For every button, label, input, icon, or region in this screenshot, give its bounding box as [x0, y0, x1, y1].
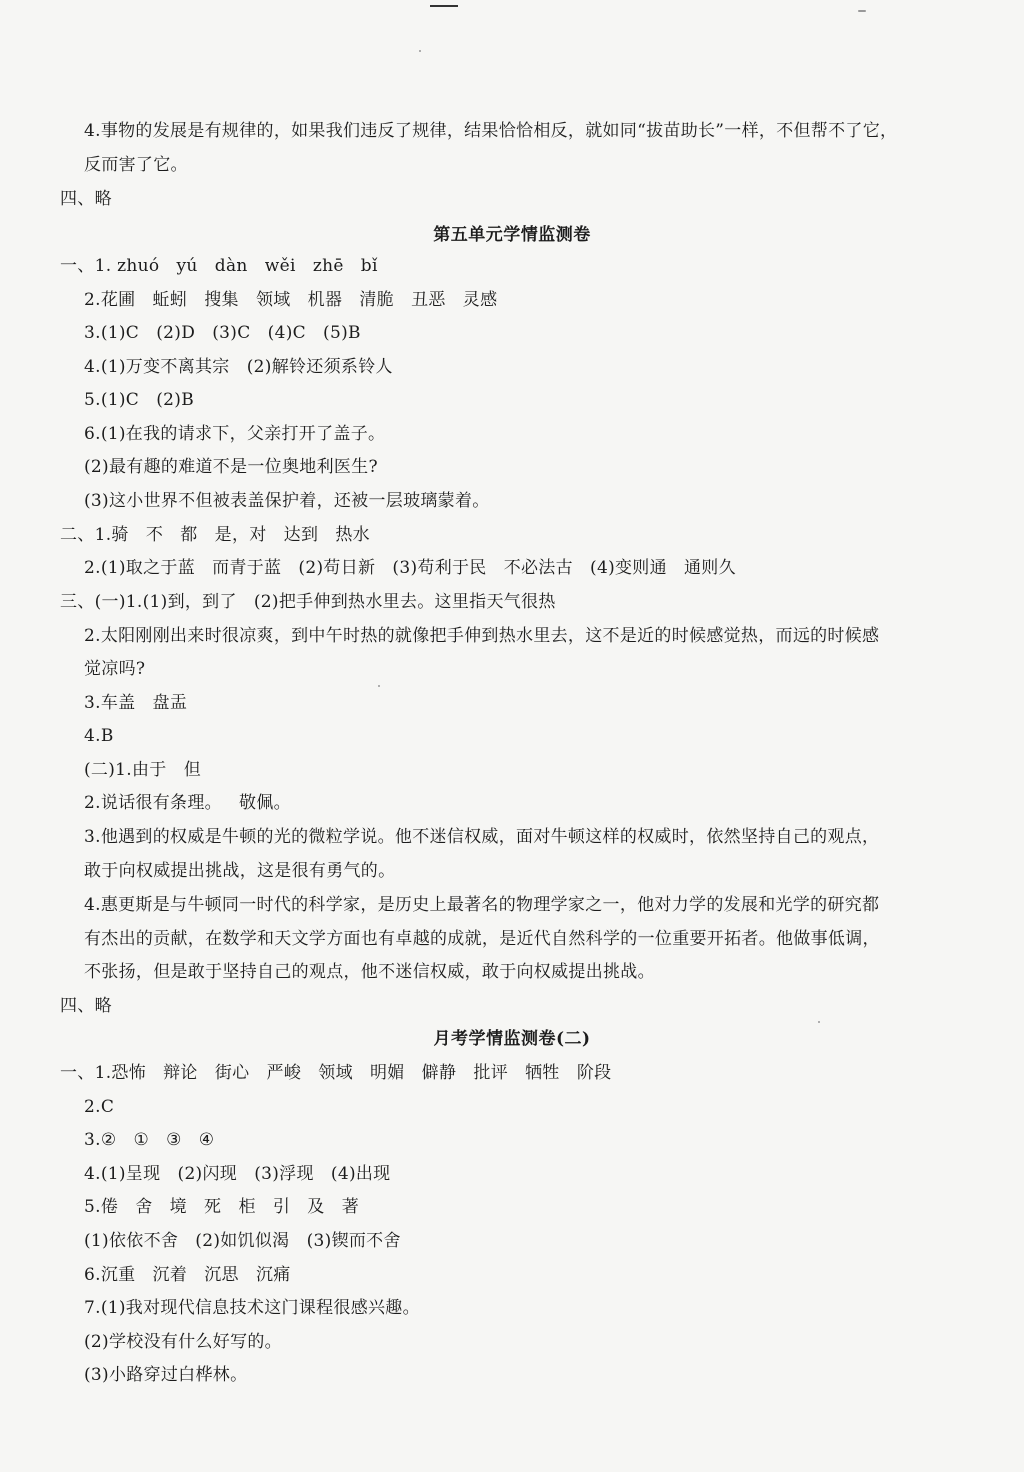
text-line: 3.(1)C (2)D (3)C (4)C (5)B	[84, 323, 361, 343]
scan-speck	[818, 1021, 820, 1023]
text-line: (3)这小世界不但被表盖保护着，还被一层玻璃蒙着。	[84, 491, 490, 511]
text-line: 4.事物的发展是有规律的，如果我们违反了规律，结果恰恰相反，就如同“拔苗助长”一样，不但帮不了它，	[84, 121, 898, 141]
text-line: 5.倦 舍 境 死 柜 引 及 著	[84, 1197, 359, 1217]
text-line: 觉凉吗?	[84, 659, 146, 679]
text-line: 反而害了它。	[84, 155, 188, 175]
scan-speck	[419, 50, 421, 52]
section-heading-unit-five: 第五单元学情监测卷	[433, 225, 591, 245]
section-heading-monthly-exam-two: 月考学情监测卷(二)	[433, 1029, 591, 1049]
text-line: 2.太阳刚刚出来时很凉爽，到中午时热的就像把手伸到热水里去，这不是近的时候感觉热，而远的时候感	[84, 626, 880, 646]
scan-speck	[858, 10, 866, 12]
text-line: 7.(1)我对现代信息技术这门课程很感兴趣。	[84, 1298, 420, 1318]
text-line: (3)小路穿过白桦林。	[84, 1365, 248, 1385]
text-line: (二)1.由于 但	[84, 760, 201, 780]
text-line: 一、1.恐怖 辩论 街心 严峻 领域 明媚 僻静 批评 牺牲 阶段	[60, 1063, 612, 1083]
text-line: 四、略	[60, 189, 112, 209]
text-line: 敢于向权威提出挑战，这是很有勇气的。	[84, 861, 396, 881]
text-line: 6.(1)在我的请求下，父亲打开了盖子。	[84, 424, 386, 444]
text-line: 3.车盖 盘盂	[84, 693, 188, 713]
text-line: 四、略	[60, 996, 112, 1016]
text-line: 6.沉重 沉着 沉思 沉痛	[84, 1265, 291, 1285]
text-line: 5.(1)C (2)B	[84, 390, 194, 410]
text-line: 不张扬，但是敢于坚持自己的观点，他不迷信权威，敢于向权威提出挑战。	[84, 962, 655, 982]
text-line: 4.(1)呈现 (2)闪现 (3)浮现 (4)出现	[84, 1164, 391, 1184]
text-line: 二、1.骑 不 都 是，对 达到 热水	[60, 525, 370, 545]
text-line: (1)依依不舍 (2)如饥似渴 (3)锲而不舍	[84, 1231, 401, 1251]
text-line: 2.(1)取之于蓝 而青于蓝 (2)苟日新 (3)苟利于民 不必法古 (4)变则通 通则久	[84, 558, 736, 578]
text-line: 三、(一)1.(1)到，到了 (2)把手伸到热水里去。这里指天气很热	[60, 592, 556, 612]
text-line: 有杰出的贡献，在数学和天文学方面也有卓越的成就，是近代自然科学的一位重要开拓者。他做事低调，	[84, 929, 880, 949]
text-line: 2.说话很有条理。 敬佩。	[84, 793, 291, 813]
text-line: 2.花圃 蚯蚓 搜集 领域 机器 清脆 丑恶 灵感	[84, 290, 498, 310]
text-line: (2)最有趣的难道不是一位奥地利医生?	[84, 457, 378, 477]
scan-speck	[378, 685, 380, 687]
text-line: (2)学校没有什么好写的。	[84, 1332, 282, 1352]
text-line: 3.② ① ③ ④	[84, 1130, 215, 1150]
text-line: 4.(1)万变不离其宗 (2)解铃还须系铃人	[84, 357, 393, 377]
text-line: 4.惠更斯是与牛顿同一时代的科学家，是历史上最著名的物理学家之一，他对力学的发展和光学的研究都	[84, 895, 880, 915]
page-top-mark	[430, 5, 458, 7]
text-line: 4.B	[84, 726, 114, 746]
text-line: 3.他遇到的权威是牛顿的光的微粒学说。他不迷信权威，面对牛顿这样的权威时，依然坚持自己的观点，	[84, 827, 880, 847]
text-line: 一、1. zhuó yú dàn wěi zhē bǐ	[60, 256, 378, 276]
text-line: 2.C	[84, 1097, 115, 1117]
